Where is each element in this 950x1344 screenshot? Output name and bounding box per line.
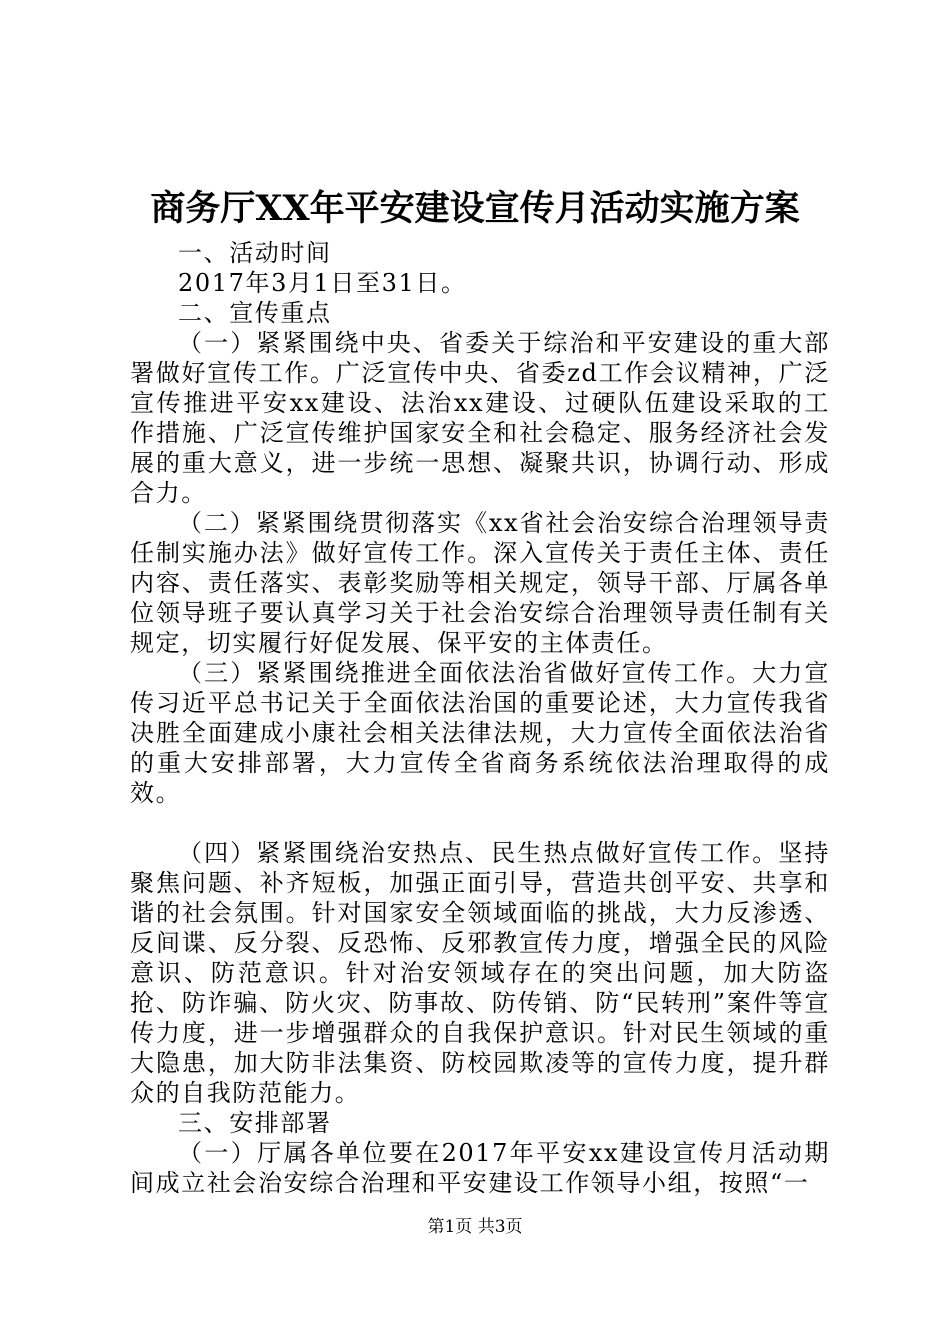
paragraph-focus-1: （一）紧紧围绕中央、省委关于综治和平安建设的重大部署做好宣传工作。广泛宣传中央、省委zd工作会议精神，广泛宣传推进平安xx建设、法治xx建设、过硬队伍建设采取的工作措施、广泛宣传维护国家安全和社会稳定、服务经济社会发展的重大意义，进一步统一思想、凝聚共识，协调行动、形成合力。	[130, 329, 830, 507]
section-heading-arrangement: 三、安排部署	[178, 1109, 332, 1137]
document-title: 商务厅XX年平安建设宣传月活动实施方案	[150, 188, 800, 229]
section-text-time: 2017年3月1日至31日。	[178, 269, 467, 297]
section-heading-focus: 二、宣传重点	[178, 299, 332, 327]
paragraph-arrangement-1: （一）厅属各单位要在2017年平安xx建设宣传月活动期间成立社会治安综合治理和平安建设工作领导小组，按照“一	[130, 1139, 830, 1197]
paragraph-focus-3: （三）紧紧围绕推进全面依法治省做好宣传工作。大力宣传习近平总书记关于全面依法治国的重要论述，大力宣传我省决胜全面建成小康社会相关法律法规，大力宣传全面依法治省的重大安排部署，大力宣传全省商务系统依法治理取得的成效。	[130, 659, 830, 807]
paragraph-gap	[130, 808, 830, 838]
document-body	[130, 238, 830, 1198]
paragraph-focus-4: （四）紧紧围绕治安热点、民生热点做好宣传工作。坚持聚焦问题、补齐短板，加强正面引导，营造共创平安、共享和谐的社会氛围。针对国家安全领域面临的挑战，大力反渗透、反间谍、反分裂、反恐怖、反邪教宣传力度，增强全民的风险意识、防范意识。针对治安领域存在的突出问题，加大防盗抢、防诈骗、防火灾、防事故、防传销、防“民转刑”案件等宣传力度，进一步增强群众的自我保护意识。针对民生领域的重大隐患，加大防非法集资、防校园欺凌等的宣传力度，提升群众的自我防范能力。	[130, 839, 830, 1107]
section-heading-time: 一、活动时间	[178, 239, 332, 267]
paragraph-focus-2: （二）紧紧围绕贯彻落实《xx省社会治安综合治理领导责任制实施办法》做好宣传工作。深入宣传关于责任主体、责任内容、责任落实、表彰奖励等相关规定，领导干部、厅属各单位领导班子要认真学习关于社会治安综合治理领导责任制有关规定，切实履行好促发展、保平安的主体责任。	[130, 509, 830, 657]
page-footer: 第1页 共3页	[427, 1217, 523, 1237]
